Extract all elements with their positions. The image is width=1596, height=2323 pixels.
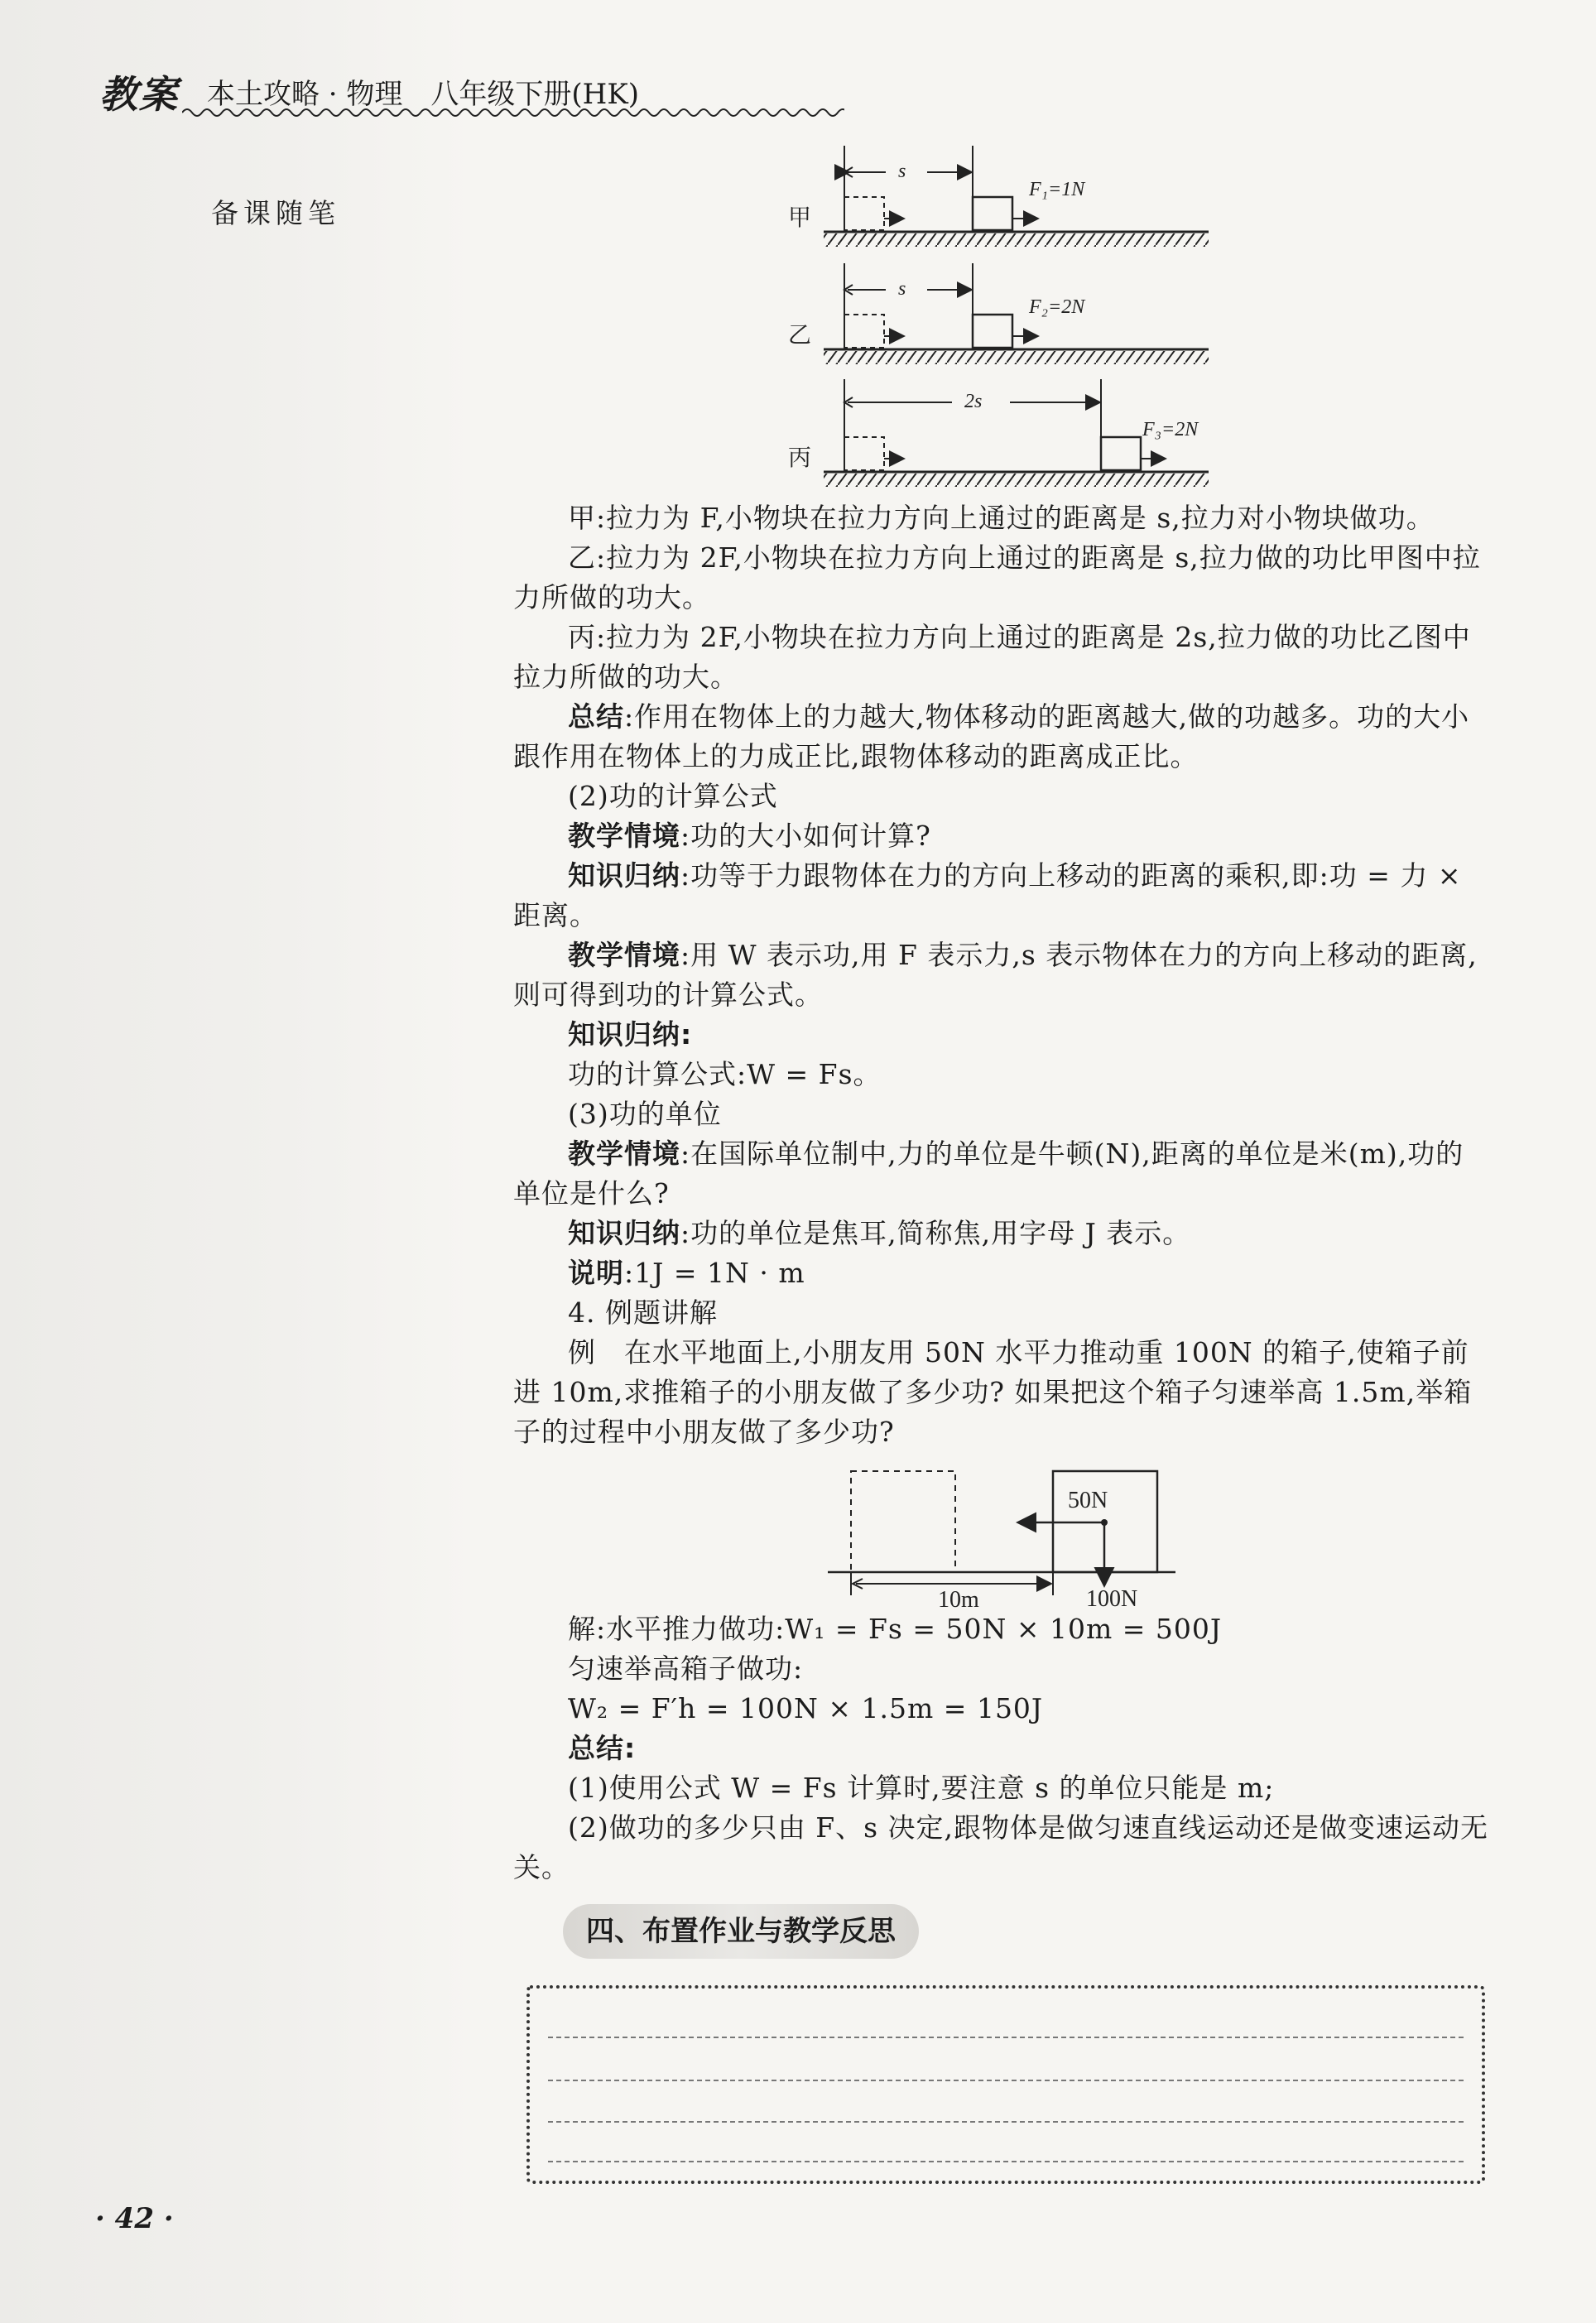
note-label: 说明 xyxy=(568,1257,624,1289)
force-label-bing: F₃=2N xyxy=(1142,419,1199,440)
knowledge-label-2: 知识归纳: xyxy=(568,1018,693,1051)
situation-label-1: 教学情境 xyxy=(568,820,680,852)
note-text: :1J = 1N · m xyxy=(624,1257,805,1289)
para-situation-2 xyxy=(513,935,1490,1015)
sidebar-margin xyxy=(0,0,476,2323)
knowledge-text-1: :功等于力跟物体在力的方向上移动的距离的乘积,即:功 = 力 × 距离。 xyxy=(513,859,1462,931)
example-heading: 4. 例题讲解 xyxy=(568,1296,718,1329)
para-jia: 甲:拉力为 F,小物块在拉力方向上通过的距离是 s,拉力对小物块做功。 xyxy=(568,502,1435,534)
knowledge-text-3: :功的单位是焦耳,简称焦,用字母 J 表示。 xyxy=(680,1217,1191,1249)
diagram-row-bing xyxy=(788,379,1209,487)
distance-label: 10m xyxy=(938,1587,979,1610)
summary-text: :作用在物体上的力越大,物体移动的距离越大,做的功越多。功的大小跟作用在物体上的力成正比,跟物体移动的距离成正比。 xyxy=(513,700,1470,772)
row-label-bing: 丙 xyxy=(788,445,812,471)
para-yi: 乙:拉力为 2F,小物块在拉力方向上通过的距离是 s,拉力做的功比甲图中拉力所做的功大。 xyxy=(513,541,1481,613)
solution-line-2: 匀速举高箱子做功: xyxy=(568,1652,804,1685)
para-situation-1 xyxy=(513,816,1490,856)
formula-text: 功的计算公式:W = Fs。 xyxy=(568,1058,882,1090)
page-header xyxy=(99,65,745,123)
homework-reflection-box xyxy=(526,1985,1485,2184)
summary2-label: 总结: xyxy=(568,1732,637,1764)
para-summary xyxy=(513,697,1490,777)
sidebar-label: 备课随笔 xyxy=(211,197,340,229)
para-knowledge-3 xyxy=(513,1214,1490,1253)
box-push-diagram xyxy=(828,1461,1192,1610)
page-number: · 42 · xyxy=(95,2202,174,2235)
header-logo: 教案 xyxy=(99,72,179,117)
force-label-jia: F₁=1N xyxy=(1029,179,1085,200)
section-heading: 四、布置作业与教学反思 xyxy=(563,1904,919,1959)
situation-text-1: :功的大小如何计算? xyxy=(680,820,931,852)
example-text: 例 在水平地面上,小朋友用 50N 水平力推动重 100N 的箱子,使箱子前进 10m,求推箱子的小朋友做了多少功? 如果把这个箱子匀速举高 1.5m,举箱子的过程中小朋友做了多少功? xyxy=(513,1336,1473,1448)
para-note xyxy=(513,1253,1490,1293)
header-subtitle: 本土攻略 · 物理 八年级下册(HK) xyxy=(207,78,640,111)
distance-label-bing: 2s xyxy=(964,391,983,412)
writing-line xyxy=(548,2037,1464,2038)
diagram-row-jia xyxy=(788,146,1209,247)
distance-label-jia: s xyxy=(898,161,906,182)
knowledge-label-3: 知识归纳 xyxy=(568,1217,680,1249)
situation-text-2: :用 W 表示功,用 F 表示力,s 表示物体在力的方向上移动的距离,则可得到功的计算公式。 xyxy=(513,939,1478,1011)
force-label-yi: F₂=2N xyxy=(1029,296,1085,318)
box-start-position xyxy=(851,1471,955,1572)
lesson-body xyxy=(513,498,1490,1888)
row-label-yi: 乙 xyxy=(788,323,812,349)
row-label-jia: 甲 xyxy=(788,205,812,231)
knowledge-label-1: 知识归纳 xyxy=(568,859,680,892)
summary2-item-2: (2)做功的多少只由 F、s 决定,跟物体是做匀速直线运动还是做变速运动无关。 xyxy=(513,1811,1489,1883)
writing-line xyxy=(548,2080,1464,2081)
distance-label-yi: s xyxy=(898,278,906,300)
formula-heading: (2)功的计算公式 xyxy=(568,780,778,812)
weight-label: 100N xyxy=(1086,1586,1138,1610)
unit-heading: (3)功的单位 xyxy=(568,1098,722,1130)
situation-label-3: 教学情境 xyxy=(568,1137,680,1170)
situation-label-2: 教学情境 xyxy=(568,939,680,971)
work-comparison-diagram xyxy=(778,139,1242,503)
situation-text-3: :在国际单位制中,力的单位是牛顿(N),距离的单位是米(m),功的单位是什么? xyxy=(513,1137,1464,1210)
para-bing: 丙:拉力为 2F,小物块在拉力方向上通过的距离是 2s,拉力做的功比乙图中拉力所做的功大。 xyxy=(513,621,1471,693)
writing-line xyxy=(548,2161,1464,2162)
diagram-row-yi xyxy=(788,263,1209,364)
summary2-item-1: (1)使用公式 W = Fs 计算时,要注意 s 的单位只能是 m; xyxy=(568,1772,1275,1804)
header-wave-divider xyxy=(182,106,844,119)
push-force-label: 50N xyxy=(1068,1488,1108,1513)
para-knowledge-1 xyxy=(513,856,1490,935)
solution-line-1: 解:水平推力做功:W₁ = Fs = 50N × 10m = 500J xyxy=(568,1613,1223,1645)
summary-label: 总结 xyxy=(568,700,624,733)
writing-line xyxy=(548,2121,1464,2123)
solution-line-3: W₂ = F′h = 100N × 1.5m = 150J xyxy=(568,1692,1044,1724)
para-situation-3 xyxy=(513,1134,1490,1214)
